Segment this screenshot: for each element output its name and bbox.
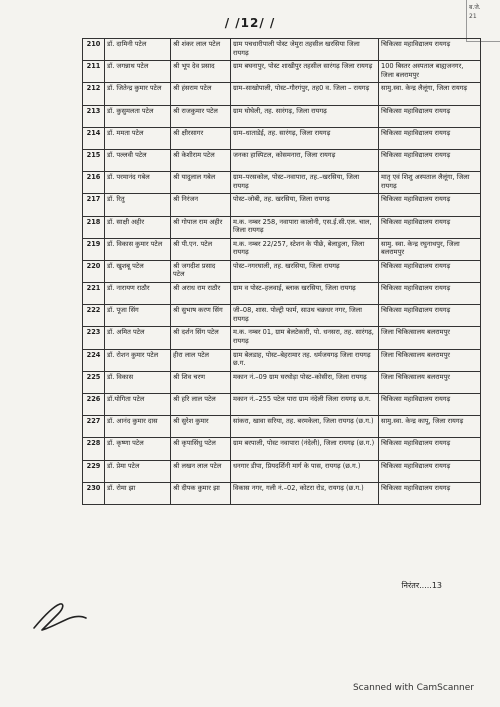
workplace-cell: सामु. स्वा. केन्द्र रघुनाथपुर, जिला बलरामपुर [379,238,481,260]
address-cell: जनका हास्पिटल, कोसमनारा, जिला रायगढ़ [231,149,379,171]
workplace-cell: चिकित्सा महाविद्यालय रायगढ़ [379,283,481,305]
workplace-cell: चिकित्सा महाविद्यालय रायगढ़ [379,482,481,504]
address-cell: मकान नं.–255 पटेल पारा ग्राम नंदेली जिला रायगढ़ छ.ग. [231,394,379,416]
doctor-name-cell: डॉ. जितेन्द्र कुमार पटेल [105,83,171,105]
father-name-cell: श्री हंसराम पटेल [171,83,231,105]
register-table [82,38,481,505]
serial-number-cell: 220 [83,260,105,282]
workplace-cell: सामु.स्वा. केन्द्र कापू, जिला रायगढ़ [379,416,481,438]
doctor-name-cell: डॉ. नारायण राठौर [105,283,171,305]
father-name-cell: श्री भूप देव प्रसाद [171,61,231,83]
father-name-cell: श्री निरंजन [171,194,231,216]
doctor-name-cell: डॉ. कृष्णा पटेल [105,438,171,460]
workplace-cell: सामु.स्वा. केन्द्र लैलूंगा, जिला रायगढ़ [379,83,481,105]
table-row [83,416,481,438]
table-row [83,127,481,149]
serial-number-cell: 212 [83,83,105,105]
table-row [83,61,481,83]
address-cell: पोस्ट–नगरघाली, तह. खरसिया, जिला रायगढ़ [231,260,379,282]
father-name-cell: श्री सुभाष करण सिंग [171,305,231,327]
father-name-cell: श्री शंकर लाल पटेल [171,39,231,61]
doctor-name-cell: डॉ. विकास कुमार पटेल [105,238,171,260]
address-cell: विकास नगर, गली नं.–02, कोटरा रोड, रायगढ़ (छ.ग.) [231,482,379,504]
doctor-name-cell: डॉ. आनंद कुमार दास [105,416,171,438]
serial-number-cell: 215 [83,149,105,171]
address-cell: ग्राम बरपाली, पोस्ट नवापारा (नंदेली), जिला रायगढ़ (छ.ग.) [231,438,379,460]
workplace-cell: चिकित्सा महाविद्यालय रायगढ़ [379,305,481,327]
table-row [83,438,481,460]
serial-number-cell: 227 [83,416,105,438]
father-name-cell: श्री पी.एन. पटेल [171,238,231,260]
table-row [83,305,481,327]
table-row [83,460,481,482]
signature-scribble [30,598,90,636]
address-cell: पोस्ट–जोबी, तह. खरसिया, जिला रायगढ़ [231,194,379,216]
table-row [83,216,481,238]
serial-number-cell: 214 [83,127,105,149]
table-row [83,238,481,260]
table-row [83,283,481,305]
workplace-cell: 100 बिस्तर अस्पताल बाह्यजनगर, जिला बलरामपुर [379,61,481,83]
father-name-cell: श्री दर्शन सिंग पटेल [171,327,231,349]
serial-number-cell: 228 [83,438,105,460]
address-cell: ग्राम बेलडाह, पोस्ट–बेहरामार तह. धर्मजयगढ़ जिला रायगढ़ छ.ग. [231,349,379,371]
table-row [83,349,481,371]
doctor-name-cell: डॉ. प्रेमा पटेल [105,460,171,482]
father-name-cell: श्री दीपक कुमार झा [171,482,231,504]
table-row [83,83,481,105]
father-name-cell: श्री यादुलाल गबेल [171,172,231,194]
address-cell: मकान नं.–09 ग्राम घरघोड़ा पोस्ट–कोसीरा, जिला रायगढ़ [231,371,379,393]
stamp-line: 21 [469,13,477,20]
father-name-cell: श्री सुरेश कुमार [171,416,231,438]
stamp-line: ब.जे. [469,4,481,11]
workplace-cell: चिकित्सा महाविद्यालय रायगढ़ [379,438,481,460]
doctor-name-cell: डॉ. ममता पटेल [105,127,171,149]
table-row [83,394,481,416]
address-cell: ग्राम–धाताडेई, तह. सारंगढ़, जिला रायगढ़ [231,127,379,149]
father-name-cell: श्री लखन लाल पटेल [171,460,231,482]
serial-number-cell: 210 [83,39,105,61]
father-name-cell: श्री अराध राम राठौर [171,283,231,305]
address-cell: ग्राम पचधारीपाली पोस्ट जेमुरा तहसील खरसिया जिला रायगढ़ [231,39,379,61]
table-row [83,327,481,349]
doctor-name-cell: डॉ. रोशन कुमार पटेल [105,349,171,371]
address-cell: म.क. नम्बर 258, नवापारा कालोनी, एस.ई.सी.एल. चाल, जिला रायगढ़ [231,216,379,238]
workplace-cell: चिकित्सा महाविद्यालय रायगढ़ [379,105,481,127]
serial-number-cell: 223 [83,327,105,349]
register-table-body [83,39,481,505]
address-cell: ग्राम बघनापुर, पोस्ट शाखीपुर तहसील सारंगढ़ जिला रायगढ़ [231,61,379,83]
table-row [83,105,481,127]
table-row [83,194,481,216]
serial-number-cell: 226 [83,394,105,416]
father-name-cell: श्री हरि लाल पटेल [171,394,231,416]
serial-number-cell: 219 [83,238,105,260]
address-cell: म.क. नम्बर 01, ग्राम बेलटेकारी, पो. धनसरा, तह. सारंगढ़, रायगढ़ [231,327,379,349]
workplace-cell: चिकित्सा महाविद्यालय रायगढ़ [379,394,481,416]
serial-number-cell: 221 [83,283,105,305]
page-number: / /12/ / [224,16,276,30]
serial-number-cell: 217 [83,194,105,216]
table-row [83,371,481,393]
serial-number-cell: 222 [83,305,105,327]
workplace-cell: जिला चिकित्सालय बलरामपुर [379,349,481,371]
table-row [83,260,481,282]
workplace-cell: चिकित्सा महाविद्यालय रायगढ़ [379,216,481,238]
father-name-cell: श्री क्षीरसागर [171,127,231,149]
serial-number-cell: 225 [83,371,105,393]
serial-number-cell: 216 [83,172,105,194]
table-row [83,172,481,194]
father-name-cell: श्री कृपासिंधु पटेल [171,438,231,460]
workplace-cell: चिकित्सा महाविद्यालय रायगढ़ [379,260,481,282]
address-cell: जी–08, शास. पोल्ट्री फार्म, साउथ चक्रधर नगर, जिला रायगढ़ [231,305,379,327]
address-cell: सांकरा, खावा सरिया, तह. बरमकेला, जिला रायगढ़ (छ.ग.) [231,416,379,438]
address-cell: म.क. नम्बर 22/257, स्टेशन के पीछे, बेलाडुला, जिला रायगढ़ [231,238,379,260]
workplace-cell: चिकित्सा महाविद्यालय रायगढ़ [379,194,481,216]
address-cell: ग्राम घोघेली, तह. सारंगढ़, जिला रायगढ़ [231,105,379,127]
continued-label: निरंतर.....13 [401,581,442,590]
doctor-name-cell: डॉ. रोमा झा [105,482,171,504]
father-name-cell: श्री जगदीश प्रसाद पटेल [171,260,231,282]
doctor-name-cell: डॉ. साक्षी अहीर [105,216,171,238]
address-cell: ग्राम–साखोपाली, पोस्ट–गौरगंपुर, तह0 व. जिला – रायगढ़ [231,83,379,105]
doctor-name-cell: डॉ. खुशबू पटेल [105,260,171,282]
doctor-name-cell: डॉ. विकास [105,371,171,393]
father-name-cell: श्री गोपाल राम अहीर [171,216,231,238]
workplace-cell: जिला चिकित्सालय बलरामपुर [379,371,481,393]
workplace-cell: जिला चिकित्सालय बलरामपुर [379,327,481,349]
father-name-cell: श्री शिव चरण [171,371,231,393]
workplace-cell: चिकित्सा महाविद्यालय रायगढ़ [379,39,481,61]
workplace-cell: चिकित्सा महाविद्यालय रायगढ़ [379,460,481,482]
table-row [83,39,481,61]
father-name-cell: श्री राजकुमार पटेल [171,105,231,127]
address-cell: ग्राम–परसकोल, पोस्ट–नवापारा, तह.–खरसिया, जिला रायगढ़ [231,172,379,194]
scanner-watermark: Scanned with CamScanner [352,683,474,693]
workplace-cell: चिकित्सा महाविद्यालय रायगढ़ [379,149,481,171]
doctor-name-cell: डॉ. पल्लवी पटेल [105,149,171,171]
father-name-cell: श्री केशीराम पटेल [171,149,231,171]
doctor-name-cell: डॉ. कुसुमलता पटेल [105,105,171,127]
serial-number-cell: 224 [83,349,105,371]
doctor-name-cell: डॉ. रितु [105,194,171,216]
doctor-name-cell: डॉ. जगन्नाथ पटेल [105,61,171,83]
workplace-cell: मातृ एवं शिशु अस्पताल लैलूंगा, जिला रायगढ़ [379,172,481,194]
address-cell: धनगार डीपा, प्रियदर्शिनी मार्ग के पास, रायगढ़ (छ.ग.) [231,460,379,482]
doctor-name-cell: डॉ. परमानंद गबेल [105,172,171,194]
serial-number-cell: 213 [83,105,105,127]
table-row [83,149,481,171]
serial-number-cell: 230 [83,482,105,504]
serial-number-cell: 211 [83,61,105,83]
serial-number-cell: 229 [83,460,105,482]
doctor-name-cell: डॉ. अमित पटेल [105,327,171,349]
serial-number-cell: 218 [83,216,105,238]
doctor-name-cell: डॉ. पूजा सिंग [105,305,171,327]
workplace-cell: चिकित्सा महाविद्यालय रायगढ़ [379,127,481,149]
father-name-cell: हीरा लाल पटेल [171,349,231,371]
table-row [83,482,481,504]
address-cell: ग्राम व पोस्ट–हलवाई, ब्लाक खरसिया, जिला रायगढ़ [231,283,379,305]
corner-stamp [466,0,500,42]
doctor-name-cell: डॉ.योगिता पटेल [105,394,171,416]
doctor-name-cell: डॉ. दामिनी पटेल [105,39,171,61]
